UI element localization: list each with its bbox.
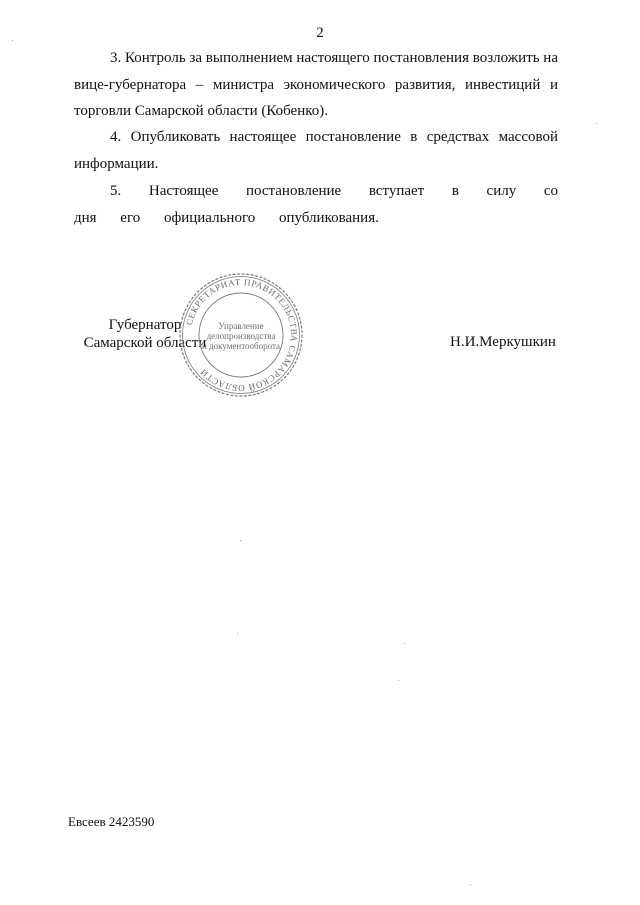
paragraph-5-text: 5. Настоящее постановление вступает в силу со дня его официального опубликования.	[74, 183, 558, 226]
scan-speck	[12, 40, 13, 41]
scan-speck	[398, 680, 399, 681]
operator-note: Евсеев 2423590	[68, 814, 155, 829]
scan-speck	[237, 633, 238, 634]
scan-speck	[596, 123, 597, 124]
paragraph-5	[74, 178, 558, 231]
signature-title-line2: Самарской области	[83, 335, 207, 351]
official-seal	[178, 272, 304, 398]
seal-center-line2: делопроизводства	[206, 331, 276, 341]
signatory-name: Н.И.Меркушкин	[450, 334, 556, 350]
scan-speck	[404, 643, 405, 644]
scan-speck	[470, 884, 471, 885]
signature-title-line1: Губернатор	[108, 317, 182, 333]
seal-center-line3: и документооборота	[201, 341, 281, 351]
page-number: 2	[316, 25, 324, 41]
paragraph-4: 4. Опубликовать настоящее постановление в средствах массовой информации.	[74, 129, 558, 172]
seal-ring-textpath: СЕКРЕТАРИАТ ПРАВИТЕЛЬСТВА САМАРСКОЙ ОБЛАСТИ	[184, 276, 300, 394]
seal-center-line1: Управление	[218, 321, 264, 331]
scan-speck	[240, 540, 241, 541]
paragraph-3: 3. Контроль за выполнением настоящего постановления возложить на вице-губернатора – министра экономического развития, инвестиций и торговли Самарской области (Кобенко).	[74, 50, 558, 119]
